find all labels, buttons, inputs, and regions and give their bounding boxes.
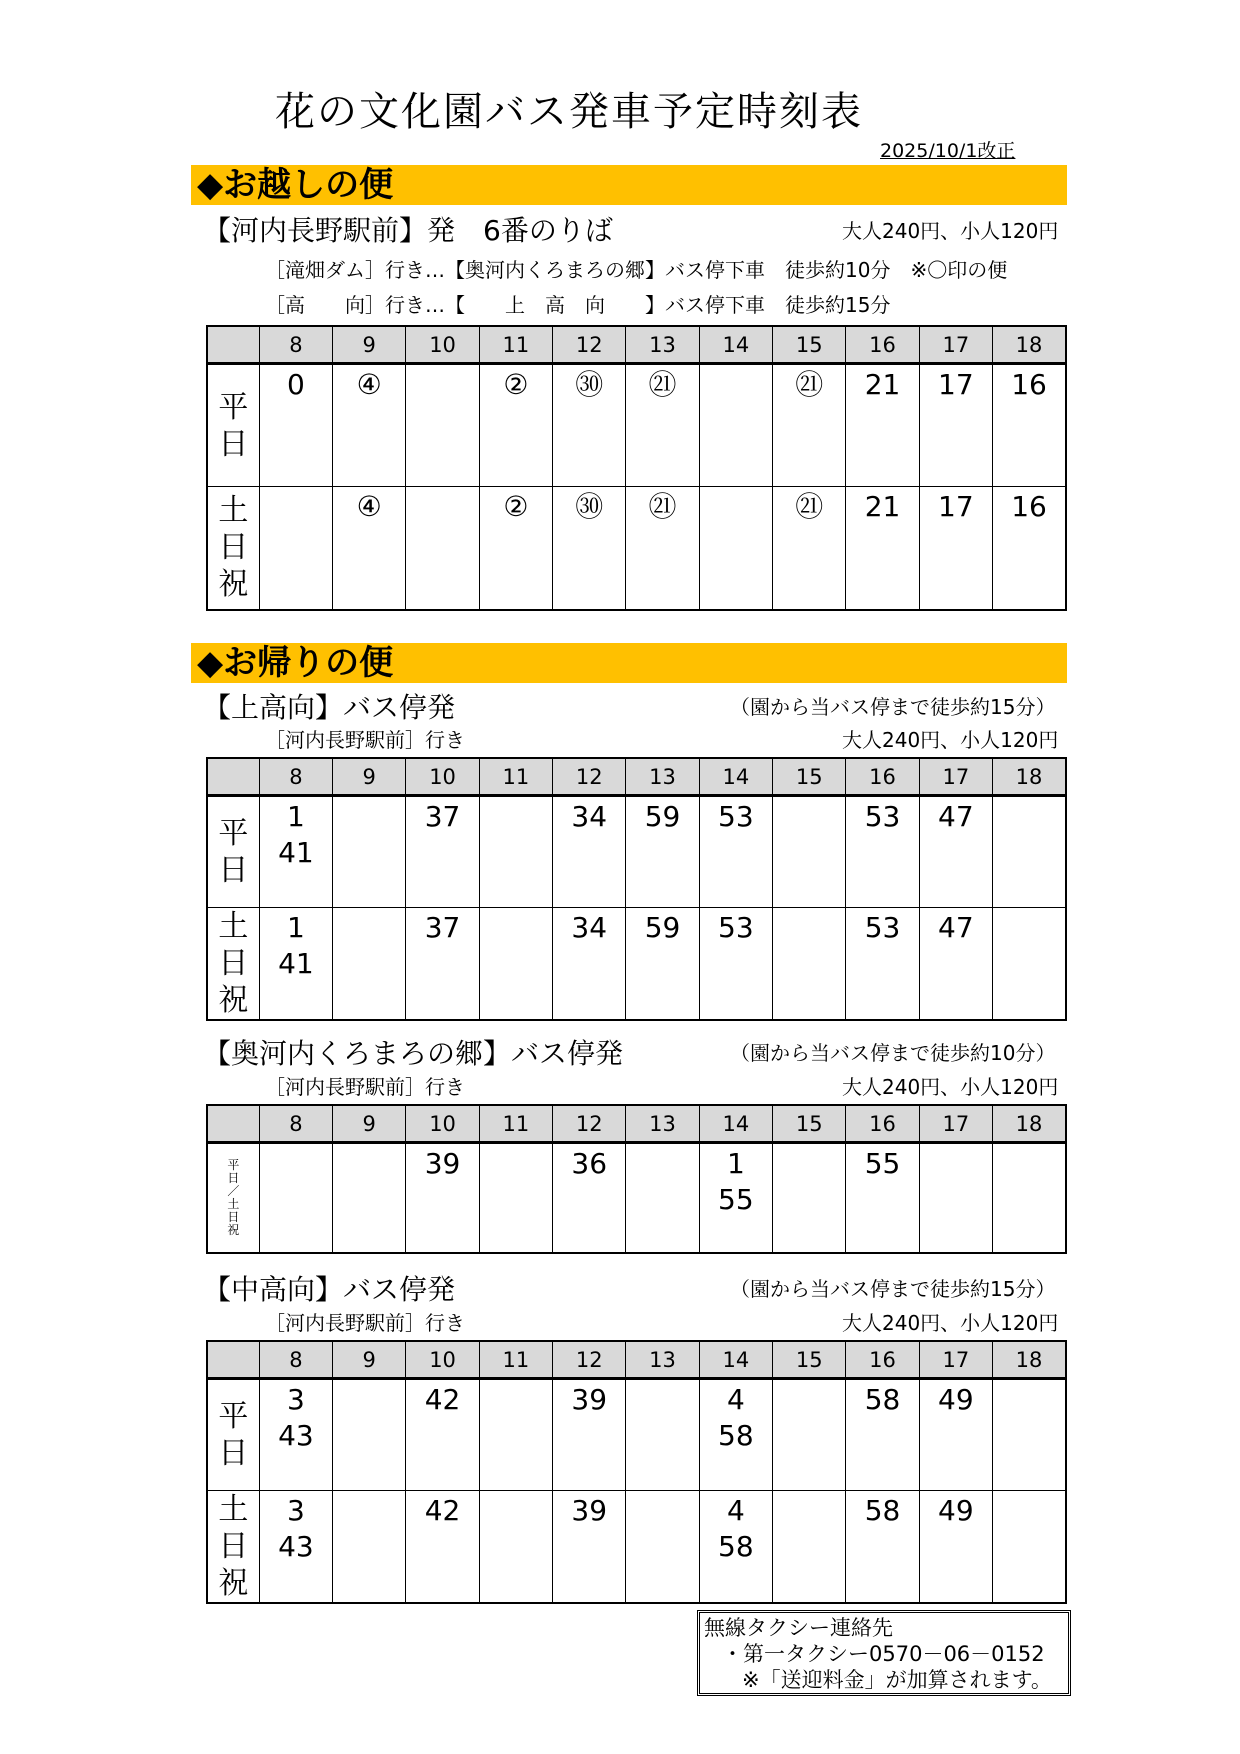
departure-minute: 53 <box>718 911 754 944</box>
departure-cell <box>406 364 479 487</box>
departure-cell <box>406 796 479 908</box>
departure-cell <box>553 796 626 908</box>
header-corner <box>207 1341 259 1379</box>
departure-minute: ④ <box>356 490 382 523</box>
taxi-contact-box <box>697 1610 1071 1696</box>
departure-cell <box>846 796 919 908</box>
departure-cell <box>993 1491 1066 1604</box>
departure-minute: 47 <box>938 911 974 944</box>
hour-header: 13 <box>626 1105 699 1143</box>
departure-cell <box>479 1143 552 1253</box>
departure-cell <box>773 908 846 1021</box>
table-row <box>207 1143 1066 1253</box>
departure-cell <box>479 1379 552 1491</box>
departure-cell <box>846 487 919 610</box>
departure-cell <box>773 364 846 487</box>
departure-cell <box>846 1379 919 1491</box>
departure-minute: 4 <box>726 1383 745 1416</box>
departure-cell <box>479 908 552 1021</box>
departure-cell <box>406 1143 479 1253</box>
departure-cell <box>993 364 1066 487</box>
departure-cell <box>993 796 1066 908</box>
departure-minute: ㉑ <box>795 368 824 401</box>
day-type-label: 平 日 <box>207 796 259 908</box>
taxi-fee-note: ※「送迎料金」が加算されます。 <box>742 1668 1052 1692</box>
departure-cell <box>333 796 406 908</box>
table-row <box>207 364 1066 487</box>
departure-minute: 55 <box>864 1147 901 1180</box>
departure-cell <box>553 1379 626 1491</box>
hour-header: 18 <box>993 1105 1066 1143</box>
hour-header: 15 <box>773 758 846 796</box>
outbound-fare: 大人240円、小人120円 <box>842 219 1059 243</box>
departure-minute: 42 <box>424 1383 461 1416</box>
departure-cell <box>773 487 846 610</box>
departure-minute: 43 <box>278 1530 314 1563</box>
departure-cell <box>993 1143 1066 1253</box>
hour-header: 8 <box>259 1105 332 1143</box>
departure-minute: 1 <box>286 800 305 833</box>
departure-cell <box>993 1379 1066 1491</box>
hour-header: 13 <box>626 326 699 364</box>
outbound-note-takamuki: ［高 向］行き…【 上 高 向 】バス停下車 徒歩約15分 <box>265 293 891 317</box>
table-row <box>207 487 1066 610</box>
departure-minute: ㉑ <box>795 490 824 523</box>
departure-minute: 37 <box>424 911 461 944</box>
revision-date: 2025/10/1改正 <box>880 140 1016 162</box>
kamitakamuki-dest: ［河内長野駅前］行き <box>265 728 465 752</box>
hour-header: 10 <box>406 1105 479 1143</box>
departure-cell <box>699 487 772 610</box>
hour-header: 17 <box>919 758 992 796</box>
departure-minute: 3 <box>286 1494 305 1527</box>
hour-header: 15 <box>773 1341 846 1379</box>
outbound-band: ◆お越しの便 <box>191 165 1067 205</box>
hour-header-row <box>207 326 1066 364</box>
table-row <box>207 796 1066 908</box>
hour-header: 14 <box>699 1105 772 1143</box>
departure-cell <box>333 1143 406 1253</box>
departure-cell <box>846 1491 919 1604</box>
departure-minute: 53 <box>864 911 901 944</box>
departure-minute: 16 <box>1011 368 1047 401</box>
departure-cell <box>919 487 992 610</box>
hour-header: 8 <box>259 758 332 796</box>
nakatakamuki-fare: 大人240円、小人120円 <box>842 1311 1059 1335</box>
day-type-label: 平 日 <box>207 1379 259 1491</box>
departure-minute: ㉑ <box>648 368 677 401</box>
nakatakamuki-walk: （園から当バス停まで徒歩約15分） <box>730 1277 1056 1301</box>
departure-cell <box>699 1143 772 1253</box>
departure-minute: 43 <box>278 1419 314 1452</box>
day-type-label: 平 日 ／ 土 日 祝 <box>207 1143 259 1253</box>
hour-header: 14 <box>699 1341 772 1379</box>
hour-header: 11 <box>479 1341 552 1379</box>
kamitakamuki-stop-title: 【上高向】バス停発 <box>203 691 456 724</box>
departure-cell <box>626 1491 699 1604</box>
departure-cell <box>333 1379 406 1491</box>
departure-cell <box>773 1379 846 1491</box>
departure-cell <box>259 1379 332 1491</box>
departure-cell <box>699 796 772 908</box>
departure-cell <box>919 1379 992 1491</box>
departure-minute: 47 <box>938 800 974 833</box>
departure-minute: 17 <box>938 368 974 401</box>
hour-header: 15 <box>773 1105 846 1143</box>
departure-minute: 37 <box>424 800 461 833</box>
kuromaro-walk: （園から当バス停まで徒歩約10分） <box>730 1041 1056 1065</box>
day-type-label: 土 日 祝 <box>207 908 259 1021</box>
departure-cell <box>259 1143 332 1253</box>
departure-cell <box>479 364 552 487</box>
departure-minute: 55 <box>718 1183 754 1216</box>
kuromaro-fare: 大人240円、小人120円 <box>842 1075 1059 1099</box>
departure-cell <box>699 1379 772 1491</box>
departure-cell <box>846 364 919 487</box>
hour-header: 8 <box>259 1341 332 1379</box>
outbound-stop-title: 【河内長野駅前】発 6番のりば <box>203 214 613 247</box>
departure-cell <box>553 487 626 610</box>
day-type-label: 土 日 祝 <box>207 1491 259 1604</box>
departure-cell <box>699 908 772 1021</box>
departure-minute: 42 <box>424 1494 461 1527</box>
departure-minute: ㉑ <box>648 490 677 523</box>
departure-cell <box>626 487 699 610</box>
departure-minute: 34 <box>571 911 608 944</box>
departure-minute: 39 <box>424 1147 461 1180</box>
departure-minute: ㉚ <box>575 368 604 401</box>
taxi-phone: ・第一タクシー0570－06－0152 <box>722 1642 1045 1666</box>
hour-header: 12 <box>553 326 626 364</box>
departure-cell <box>333 364 406 487</box>
departure-minute: 3 <box>286 1383 305 1416</box>
outbound-timetable <box>206 325 1067 611</box>
departure-cell <box>773 796 846 908</box>
departure-cell <box>553 364 626 487</box>
kuromaro-dest: ［河内長野駅前］行き <box>265 1075 465 1099</box>
hour-header: 12 <box>553 758 626 796</box>
departure-minute: 53 <box>718 800 754 833</box>
departure-cell <box>626 796 699 908</box>
hour-header: 11 <box>479 326 552 364</box>
hour-header: 9 <box>333 1105 406 1143</box>
hour-header: 14 <box>699 326 772 364</box>
hour-header: 13 <box>626 758 699 796</box>
departure-cell <box>259 364 332 487</box>
kuromaro-timetable <box>206 1104 1067 1254</box>
table-row <box>207 1379 1066 1491</box>
departure-minute: 58 <box>864 1494 901 1527</box>
hour-header: 18 <box>993 326 1066 364</box>
hour-header-row <box>207 1341 1066 1379</box>
hour-header: 14 <box>699 758 772 796</box>
departure-minute: 41 <box>278 836 314 869</box>
hour-header: 10 <box>406 758 479 796</box>
departure-cell <box>919 364 992 487</box>
departure-minute: 39 <box>571 1494 608 1527</box>
departure-cell <box>993 487 1066 610</box>
hour-header: 16 <box>846 758 919 796</box>
hour-header: 16 <box>846 1105 919 1143</box>
departure-cell <box>333 1491 406 1604</box>
departure-cell <box>626 1379 699 1491</box>
departure-cell <box>773 1491 846 1604</box>
departure-cell <box>479 1491 552 1604</box>
departure-cell <box>259 487 332 610</box>
departure-minute: 58 <box>718 1419 754 1452</box>
hour-header: 9 <box>333 326 406 364</box>
day-type-label: 土 日 祝 <box>207 487 259 610</box>
kuromaro-stop-title: 【奥河内くろまろの郷】バス停発 <box>203 1037 624 1070</box>
hour-header-row <box>207 758 1066 796</box>
hour-header: 18 <box>993 758 1066 796</box>
departure-cell <box>919 1491 992 1604</box>
hour-header: 11 <box>479 758 552 796</box>
departure-minute: 49 <box>938 1383 974 1416</box>
departure-minute: 41 <box>278 947 314 980</box>
kamitakamuki-fare: 大人240円、小人120円 <box>842 728 1059 752</box>
departure-cell <box>333 908 406 1021</box>
departure-cell <box>699 364 772 487</box>
departure-minute: 21 <box>864 368 901 401</box>
departure-minute: 4 <box>726 1494 745 1527</box>
departure-minute: 53 <box>864 800 901 833</box>
hour-header-row <box>207 1105 1066 1143</box>
departure-minute: 59 <box>644 911 681 944</box>
departure-cell <box>553 908 626 1021</box>
departure-cell <box>406 1491 479 1604</box>
kamitakamuki-timetable <box>206 757 1067 1021</box>
header-corner <box>207 1105 259 1143</box>
departure-minute: 0 <box>286 368 305 401</box>
hour-header: 9 <box>333 1341 406 1379</box>
hour-header: 10 <box>406 1341 479 1379</box>
departure-cell <box>333 487 406 610</box>
return-band: ◆お帰りの便 <box>191 643 1067 683</box>
departure-minute: 16 <box>1011 490 1047 523</box>
departure-minute: ㉚ <box>575 490 604 523</box>
departure-cell <box>406 1379 479 1491</box>
outbound-note-takihata: ［滝畑ダム］行き…【奥河内くろまろの郷】バス停下車 徒歩約10分 ※〇印の便 <box>265 258 1008 282</box>
departure-cell <box>479 487 552 610</box>
hour-header: 16 <box>846 1341 919 1379</box>
hour-header: 16 <box>846 326 919 364</box>
hour-header: 11 <box>479 1105 552 1143</box>
departure-cell <box>626 364 699 487</box>
hour-header: 13 <box>626 1341 699 1379</box>
departure-cell <box>259 908 332 1021</box>
departure-cell <box>993 908 1066 1021</box>
departure-cell <box>259 1491 332 1604</box>
hour-header: 10 <box>406 326 479 364</box>
hour-header: 12 <box>553 1341 626 1379</box>
departure-cell <box>773 1143 846 1253</box>
departure-minute: 58 <box>864 1383 901 1416</box>
departure-minute: 36 <box>571 1147 608 1180</box>
departure-cell <box>699 1491 772 1604</box>
departure-cell <box>259 796 332 908</box>
departure-minute: ② <box>503 368 529 401</box>
departure-minute: 1 <box>286 911 305 944</box>
departure-minute: ② <box>503 490 529 523</box>
departure-cell <box>553 1491 626 1604</box>
departure-minute: 58 <box>718 1530 754 1563</box>
departure-cell <box>846 908 919 1021</box>
header-corner <box>207 326 259 364</box>
hour-header: 15 <box>773 326 846 364</box>
hour-header: 18 <box>993 1341 1066 1379</box>
departure-minute: 1 <box>726 1147 745 1180</box>
hour-header: 17 <box>919 326 992 364</box>
departure-cell <box>846 1143 919 1253</box>
departure-minute: 59 <box>644 800 681 833</box>
departure-minute: 17 <box>938 490 974 523</box>
table-row <box>207 908 1066 1021</box>
taxi-heading: 無線タクシー連絡先 <box>704 1616 893 1640</box>
departure-cell <box>919 796 992 908</box>
kamitakamuki-walk: （園から当バス停まで徒歩約15分） <box>730 695 1056 719</box>
nakatakamuki-timetable <box>206 1340 1067 1604</box>
departure-cell <box>919 908 992 1021</box>
departure-cell <box>479 796 552 908</box>
table-row <box>207 1491 1066 1604</box>
header-corner <box>207 758 259 796</box>
hour-header: 8 <box>259 326 332 364</box>
departure-minute: 34 <box>571 800 608 833</box>
departure-cell <box>626 1143 699 1253</box>
nakatakamuki-dest: ［河内長野駅前］行き <box>265 1311 465 1335</box>
departure-cell <box>406 908 479 1021</box>
page-title: 花の文化園バス発車予定時刻表 <box>275 89 863 135</box>
departure-minute: ④ <box>356 368 382 401</box>
departure-minute: 39 <box>571 1383 608 1416</box>
nakatakamuki-stop-title: 【中高向】バス停発 <box>203 1273 456 1306</box>
departure-cell <box>919 1143 992 1253</box>
day-type-label: 平 日 <box>207 364 259 487</box>
hour-header: 12 <box>553 1105 626 1143</box>
departure-minute: 49 <box>938 1494 974 1527</box>
departure-cell <box>626 908 699 1021</box>
departure-cell <box>406 487 479 610</box>
hour-header: 9 <box>333 758 406 796</box>
departure-cell <box>553 1143 626 1253</box>
hour-header: 17 <box>919 1105 992 1143</box>
departure-minute: 21 <box>864 490 901 523</box>
hour-header: 17 <box>919 1341 992 1379</box>
